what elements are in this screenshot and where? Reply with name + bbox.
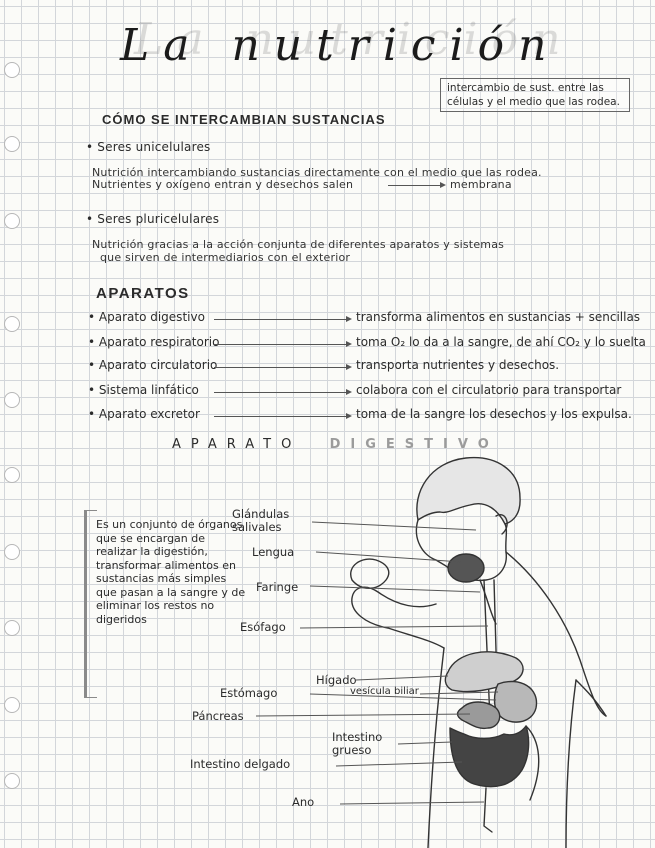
organ-name: • Sistema linfático: [88, 383, 199, 397]
organ-name: • Aparato circulatorio: [88, 358, 218, 372]
body-line: Nutrición intercambiando sustancias directamente con el medio que las rodea.: [92, 166, 542, 179]
page-title: La nutrición: [120, 20, 561, 71]
organ-name: • Aparato respiratorio: [88, 335, 220, 349]
hair-outline: [417, 458, 520, 524]
organ-function: colabora con el circulatorio para transportar: [356, 383, 622, 397]
organ-name-text: Aparato circulatorio: [98, 358, 218, 372]
bullet-label: Seres unicelulares: [97, 140, 211, 154]
bullet-unicelulares: • Seres unicelulares: [86, 140, 211, 154]
label-intestino-delgado: Intestino delgado: [190, 757, 291, 771]
hand: [351, 559, 389, 588]
label-glandulas-salivales: Glándulas salivales: [232, 507, 290, 534]
label-estomago: Estómago: [220, 686, 278, 700]
label-intestino-grueso: Intestino grueso: [332, 730, 383, 757]
large-intestine: [450, 726, 529, 787]
section-heading-aparatos: APARATOS: [96, 285, 190, 302]
label-lengua: Lengua: [252, 545, 295, 559]
small-intestine: [458, 702, 500, 728]
label-vesicula-biliar: vesícula biliar: [350, 686, 419, 697]
body-line: membrana: [450, 178, 512, 191]
organ-name: • Aparato excretor: [88, 407, 200, 421]
rectum: [484, 788, 492, 832]
bullet-pluricelulares: • Seres pluricelulares: [86, 212, 220, 226]
diagram-description: Es un conjunto de órganos que se encargan de realizar la digestión, transformar alimentos en sustancias más simples que pasan a la sangre y de eliminar los restos no digeridos: [96, 518, 246, 626]
organ-name-text: Aparato digestivo: [98, 310, 205, 324]
organ-function: transporta nutrientes y desechos.: [356, 358, 560, 372]
arm-right: [576, 680, 606, 716]
organ-name-text: Sistema linfático: [98, 383, 199, 397]
section-heading-intercambio: CÓMO SE INTERCAMBIAN SUSTANCIAS: [102, 112, 386, 127]
torso-left: [428, 648, 444, 848]
label-esofago: Esófago: [240, 620, 286, 634]
arm-left: [352, 587, 444, 648]
label-ano: Ano: [292, 795, 315, 809]
label-pancreas: Páncreas: [192, 709, 244, 723]
organ-function: transforma alimentos en sustancias + sencillas: [356, 310, 641, 324]
torso-right: [566, 680, 576, 848]
stomach: [495, 681, 537, 722]
body-line: Nutrientes y oxígeno entran y desechos salen: [92, 178, 354, 191]
organ-name-text: Aparato respiratorio: [98, 335, 220, 349]
organ-function: toma O₂ lo da a la sangre, de ahí CO₂ y lo suelta: [356, 335, 646, 349]
body-line: Nutrición gracias a la acción conjunta de diferentes aparatos y sistemas: [92, 238, 505, 251]
body-line: que sirven de intermediarios con el exterior: [100, 251, 351, 264]
organ-function: toma de la sangre los desechos y los expulsa.: [356, 407, 632, 421]
mouth-cavity: [448, 554, 484, 582]
diagram-title-part2: DIGESTIVO: [329, 437, 499, 452]
organ-name: • Aparato digestivo: [88, 310, 205, 324]
organ-name-text: Aparato excretor: [98, 407, 200, 421]
label-faringe: Faringe: [256, 580, 299, 594]
side-note-box: intercambio de sust. entre las células y el medio que las rodea.: [440, 78, 630, 112]
diagram-title-part1: APARATO: [172, 437, 302, 452]
label-higado: Hígado: [316, 673, 357, 687]
bullet-label: Seres pluricelulares: [97, 212, 220, 226]
